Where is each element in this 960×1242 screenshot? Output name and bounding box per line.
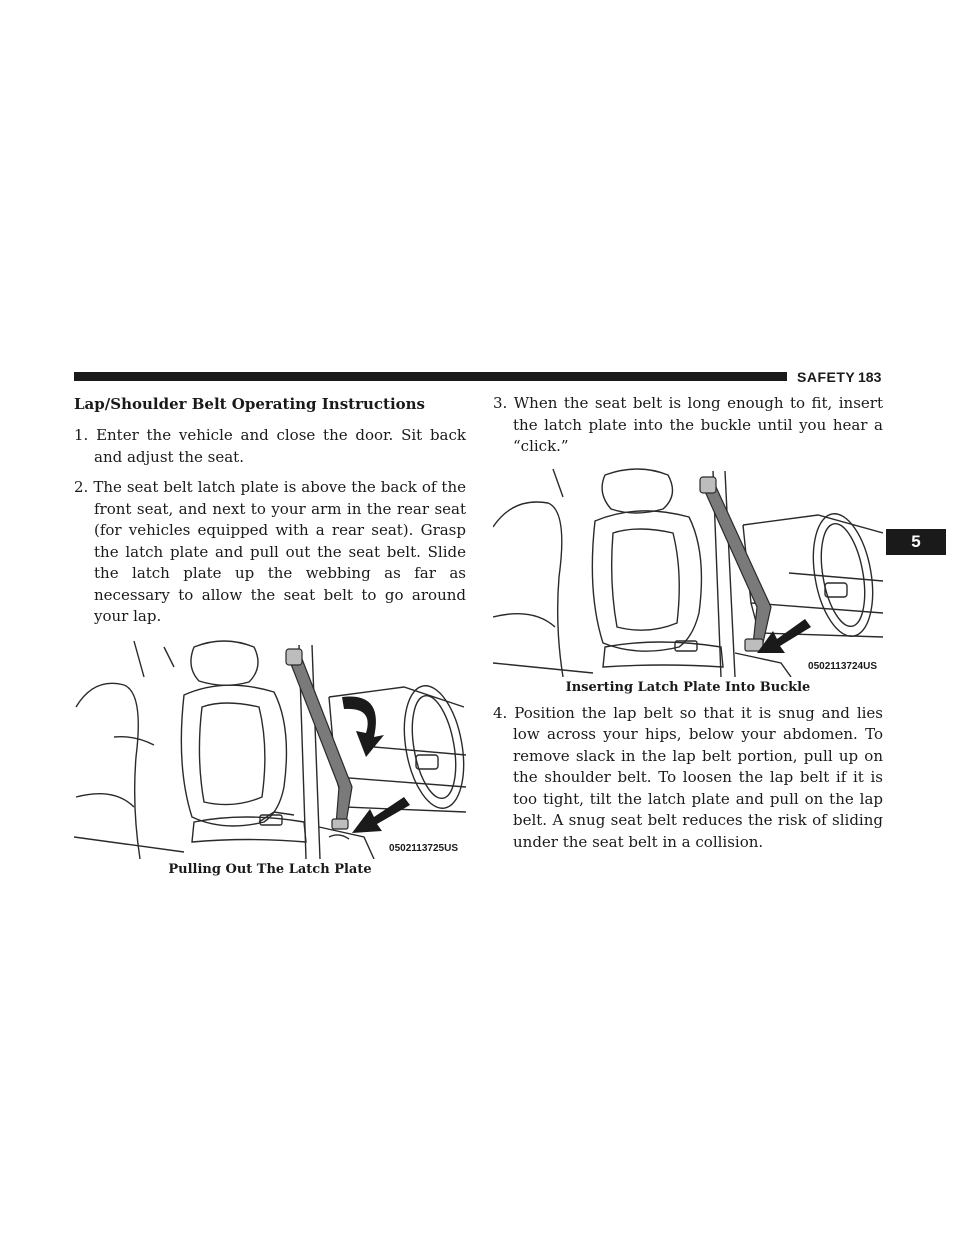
section-heading: Lap/Shoulder Belt Operating Instructions (74, 395, 425, 413)
figure-caption: Inserting Latch Plate Into Buckle (565, 679, 811, 695)
figure-inserting-latch-plate (493, 467, 883, 695)
step-1: 1. Enter the vehicle and close the door. Sit back and adjust the seat. (74, 426, 466, 466)
page-number: 183 (858, 369, 882, 385)
header-section-title: SAFETY (797, 369, 856, 385)
figure-caption: Pulling Out The Latch Plate (168, 861, 372, 877)
right-column (493, 393, 883, 862)
step-2: 2. The seat belt latch plate is above the back of the front seat, and next to your arm in the rear seat (for vehicles equipped with a rear seat). Grasp the latch plate and pull out the seat belt. Slide the latch plate up the webbing as far as necessary to allow the seat belt to go around your lap. (74, 478, 466, 625)
step-3: 3. When the seat belt is long enough to fit, insert the latch plate into the buckle until you hear a “click.” (493, 394, 883, 455)
step-4: 4. Position the lap belt so that it is snug and lies low across your hips, below your abdomen. To remove slack in the lap belt portion, pull up on the shoulder belt. To loosen the lap belt if it is too tight, tilt the latch plate and pull on the lap belt. A snug seat belt reduces the risk of sliding under the seat belt in a collision. (493, 703, 883, 851)
chapter-tab: 5 (886, 529, 946, 555)
figure-pulling-latch-plate (74, 637, 466, 877)
header-rule (74, 372, 787, 381)
figure-code: 0502113724US (808, 660, 877, 672)
seat-belt-illustration-insert (493, 467, 883, 677)
left-column (74, 393, 466, 877)
seat-belt-illustration-pull (74, 637, 466, 859)
figure-code: 0502113725US (389, 842, 458, 854)
